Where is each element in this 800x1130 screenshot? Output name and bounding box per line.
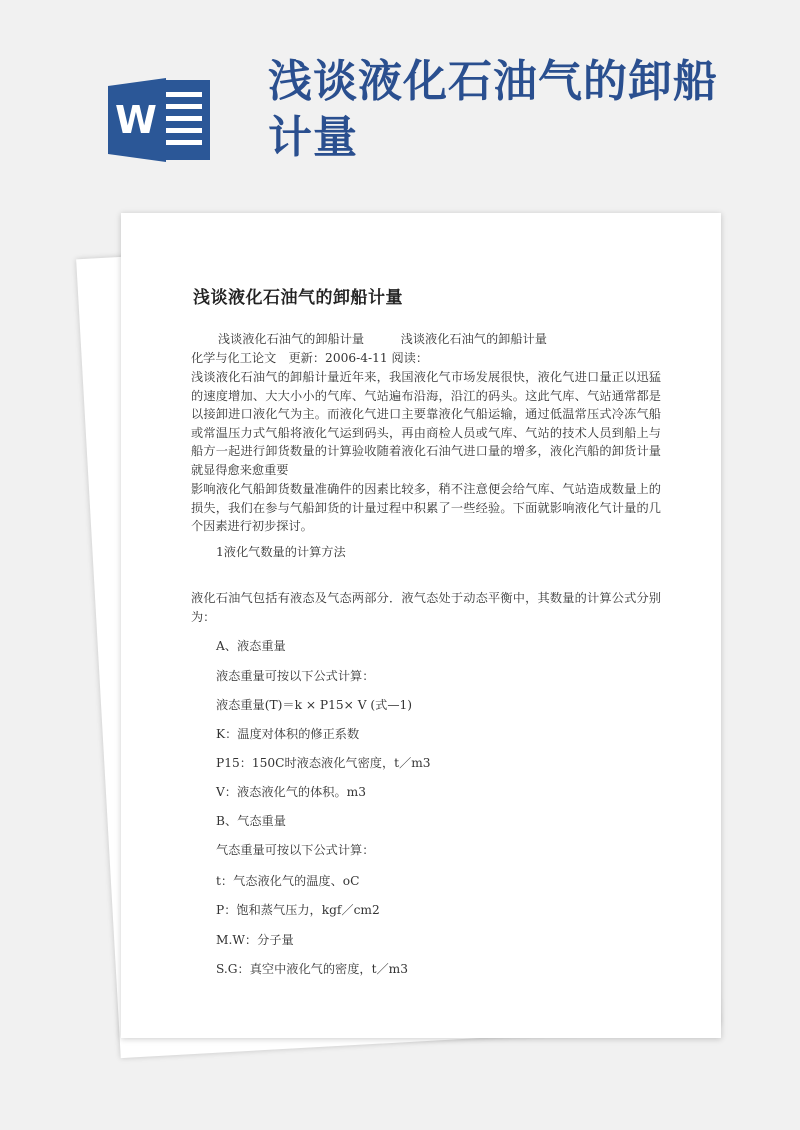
list-item: K：温度对体积的修正系数	[216, 727, 360, 741]
section-heading: 1液化气数量的计算方法	[216, 545, 346, 559]
list-item: 液态重量可按以下公式计算：	[216, 669, 375, 683]
list-item: 气态重量可按以下公式计算：	[216, 843, 375, 857]
intro-line: 浅谈液化石油气的卸船计量 浅谈液化石油气的卸船计量	[217, 332, 547, 346]
list-item: S.G：真空中液化气的密度，t／m3	[216, 962, 408, 976]
logo-letter: W	[115, 98, 157, 142]
word-document-icon	[108, 78, 212, 162]
list-item: P15：150C时液态液化气密度，t／m3	[216, 756, 431, 770]
list-item: A、液态重量	[216, 639, 286, 653]
list-item: P：饱和蒸气压力，kgf／cm2	[216, 903, 380, 917]
paragraph-1: 浅谈液化石油气的卸船计量近年来，我国液化气市场发展很快，液化气进口量正以迅猛的速度增加、大大小小的气库、气站遍布沿海，沿江的码头。这此气库、气站通常都是以接卸进口液化气为主。而液化气进口主要靠液化气船运输，通过低温常压式冷冻气船或常温压力式气船将液化气运到码头，再由商检人员或气库、气站的技术人员到船上与船方一起进行卸货数量的计算验收随着液化石油气进口量的增多，液化汽船的卸货计量就显得愈来愈重要	[191, 370, 661, 477]
document-title: 浅谈液化石油气的卸船计量	[193, 288, 403, 308]
list-item: V：液态液化气的体积。m3	[216, 785, 366, 799]
list-item: t：气态液化气的温度、oC	[216, 874, 360, 888]
list-item: B、气态重量	[216, 814, 286, 828]
document-page	[121, 213, 721, 1038]
meta-line: 化学与化工论文 更新：2006-4-11 阅读：	[191, 351, 429, 365]
list-item: 液态重量(T)＝k × P15× V (式—1)	[216, 698, 413, 712]
paragraph-3: 液化石油气包括有液态及气态两部分．液气态处于动态平衡中，其数量的计算公式分别为：	[191, 591, 661, 624]
list-item: M.W：分子量	[216, 933, 294, 947]
header-title: 浅谈液化石油气的卸船计量	[268, 56, 718, 163]
paragraph-2: 影响液化气船卸货数量准确件的因素比较多，稍不注意便会给气库、气站造成数量上的损失，我们在参与气船卸货的计量过程中积累了一些经验。下面就影响液化气计量的几个因素进行初步探讨。	[191, 482, 661, 534]
